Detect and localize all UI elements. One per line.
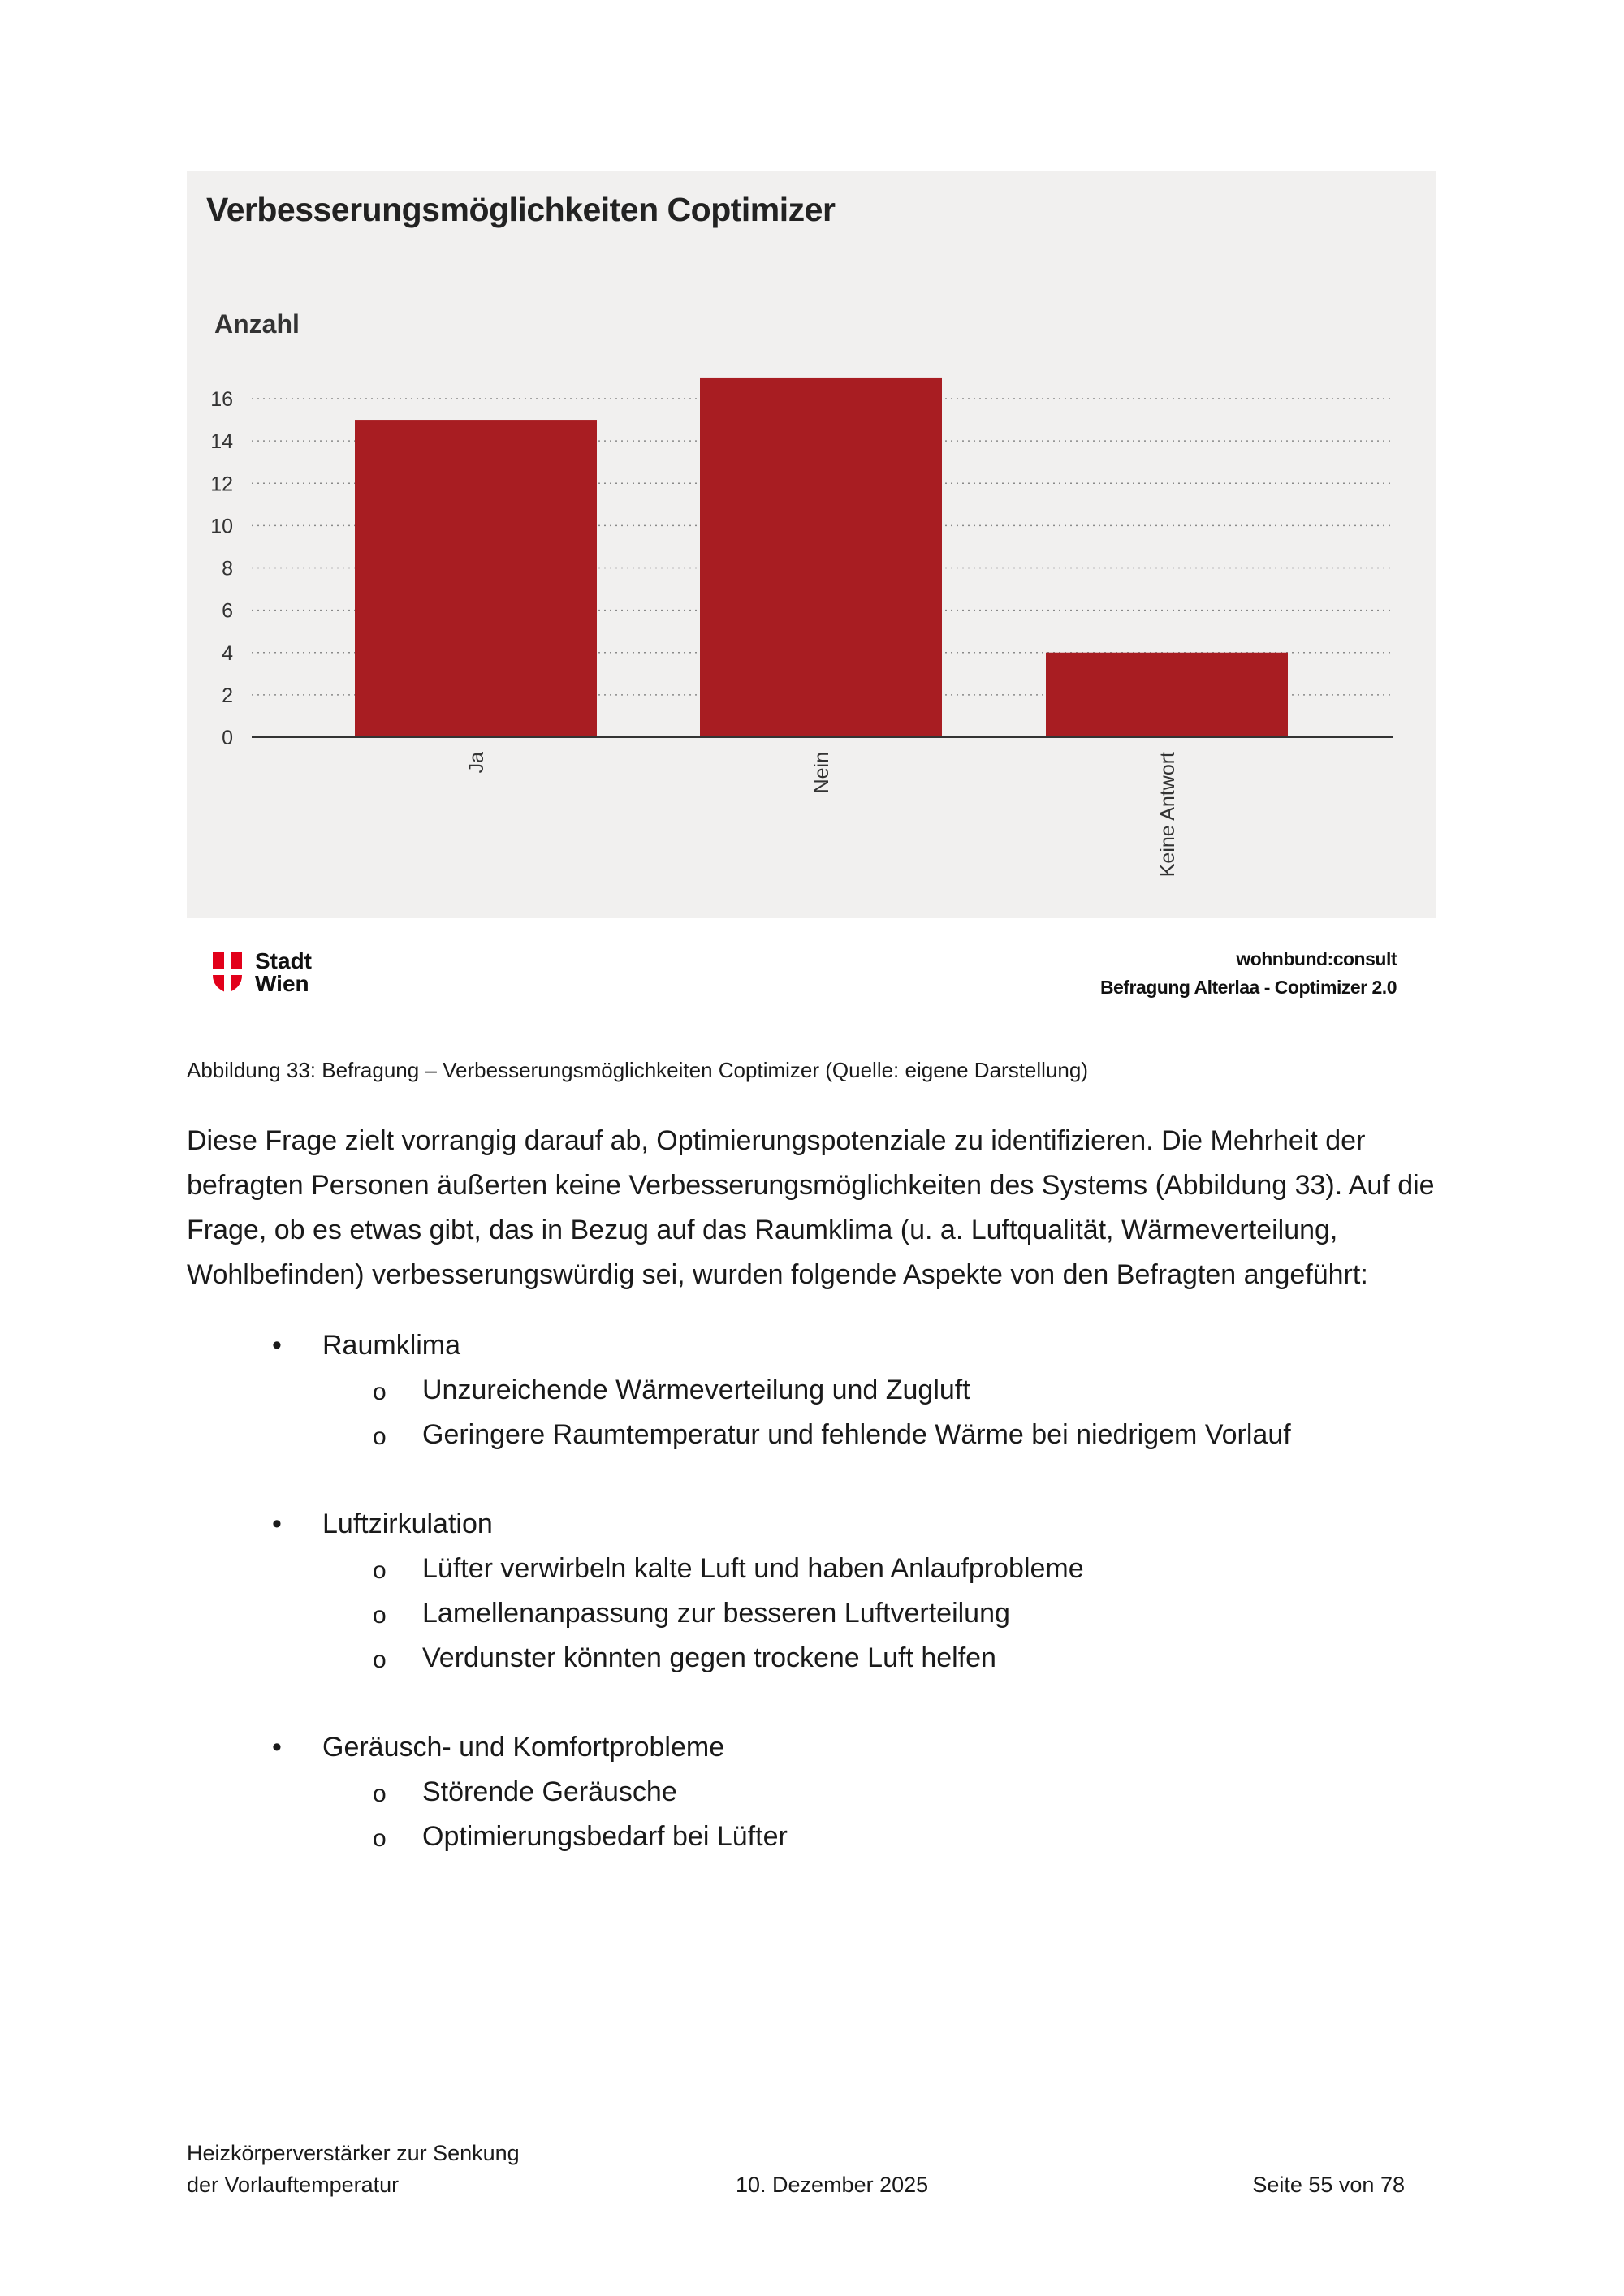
aspect-list [187,1323,1453,1904]
sub-bullet-icon: o [373,1780,387,1807]
sub-list-item: Störende Geräusche [422,1776,677,1807]
bar [355,420,597,737]
chart-title: Verbesserungsmöglichkeiten Coptimizer [206,191,836,228]
figure-footer [187,942,1436,1007]
sub-list-item: Lüfter verwirbeln kalte Luft und haben Anlaufprobleme [422,1553,1084,1584]
x-tick-label: Ja [465,752,488,774]
y-axis-label: Anzahl [214,309,300,339]
y-tick-label: 8 [222,557,233,580]
list-item: Raumklima [322,1330,461,1361]
sub-list-item: Geringere Raumtemperatur und fehlende Wärme bei niedrigem Vorlauf [422,1419,1291,1450]
doc-title-line-1: Heizkörperverstärker zur Senkung [187,2141,520,2165]
list-group [187,1323,1453,1457]
stadt-wien-logo [211,950,312,995]
sub-list-item: Optimierungsbedarf bei Lüfter [422,1821,788,1852]
doc-title-line-2: der Vorlauftemperatur [187,2173,400,2197]
bullet-icon: • [272,1330,282,1361]
bar [1046,653,1288,737]
figure-caption: Abbildung 33: Befragung – Verbesserungsmöglichkeiten Coptimizer (Quelle: eigene Darstellung) [187,1058,1088,1082]
list-item: Luftzirkulation [322,1508,493,1539]
bullet-icon: • [272,1732,282,1763]
bar [700,378,942,737]
y-tick-label: 12 [210,473,233,496]
sub-list-item: Verdunster könnten gegen trockene Luft helfen [422,1642,996,1673]
y-tick-label: 14 [210,430,233,454]
y-tick-label: 10 [210,515,233,538]
page-number: Seite 55 von 78 [1252,2173,1405,2197]
sub-bullet-icon: o [373,1557,387,1584]
list-item: Geräusch- und Komfortprobleme [322,1732,725,1763]
sub-list-item: Unzureichende Wärmeverteilung und Zugluft [422,1375,970,1405]
x-tick-label: Keine Antwort [1156,752,1179,878]
sub-bullet-icon: o [373,1646,387,1673]
y-tick-label: 16 [210,388,233,411]
wien-shield-icon [211,951,244,995]
sub-bullet-icon: o [373,1423,387,1450]
list-group [187,1725,1453,1859]
doc-date: 10. Dezember 2025 [736,2173,929,2197]
publisher-label: wohnbund:consult [1236,948,1397,969]
sub-bullet-icon: o [373,1379,387,1405]
y-tick-label: 2 [222,684,233,707]
sub-bullet-icon: o [373,1825,387,1852]
sub-bullet-icon: o [373,1602,387,1629]
bar-chart [187,171,1436,918]
list-group [187,1502,1453,1681]
y-tick-label: 6 [222,599,233,623]
sub-list-item: Lamellenanpassung zur besseren Luftverteilung [422,1598,1010,1629]
survey-label: Befragung Alterlaa - Coptimizer 2.0 [1099,977,1397,998]
y-tick-label: 0 [222,727,233,749]
chart-figure [187,171,1436,918]
logo-line-1: Stadt [255,948,312,973]
logo-line-2: Wien [255,971,309,996]
body-paragraph: Diese Frage zielt vorrangig darauf ab, Optimierungspotenziale zu identifizieren. Die Mehrheit der befragten Personen äußerten keine Verbesserungsmöglichkeiten des Systems (Abbildung 33). Auf die Frage, ob es etwas gibt, das in Bezug auf das Raumklima (u. a. Luftqualität, Wärmeverteilung, Wohlbefinden) verbesserungswürdig sei, wurden folgende Aspekte von den Befragten angeführt: [187,1125,1435,1290]
bullet-icon: • [272,1508,282,1539]
x-tick-label: Nein [810,752,833,794]
y-tick-label: 4 [222,641,233,665]
